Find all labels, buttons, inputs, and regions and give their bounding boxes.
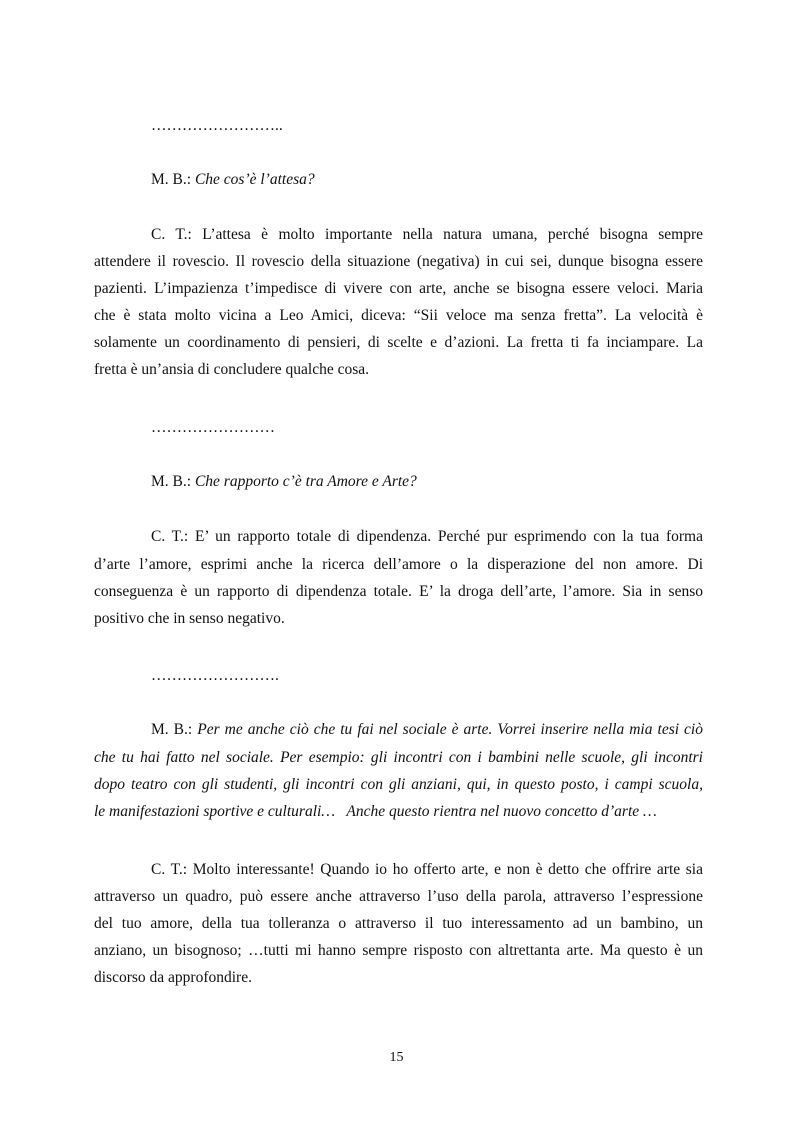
- answer-line: solamente un coordinamento di pensieri, di scelte e d’azioni. La fretta ti fa inciampare. La: [94, 334, 703, 351]
- answer-line: anziano, un bisognoso; …tutti mi hanno sempre risposto con altrettanta arte. Ma questo è un: [94, 942, 703, 959]
- separator-dots: …………………….: [151, 667, 279, 684]
- answer-line: del tuo amore, della tua tolleranza o attraverso il tuo interessamento ad un bambino, un: [94, 915, 703, 932]
- question-attesa: [151, 166, 315, 193]
- answer-line: attraverso un quadro, può essere anche attraverso l’uso della parola, attraverso l’espressione: [94, 888, 703, 905]
- answer-line: C. T.: L’attesa è molto importante nella natura umana, perché bisogna sempre: [151, 226, 704, 243]
- question-text: Che rapporto c’è tra Amore e Arte?: [194, 473, 417, 490]
- speaker-mb: M. B.:: [151, 473, 192, 490]
- separator-dots: ……………………..: [151, 117, 283, 134]
- speaker-ct: C. T.:: [151, 861, 188, 878]
- answer-line: conseguenza è un rapporto di dipendenza totale. E’ la droga dell’arte, l’amore. Sia in senso: [94, 583, 703, 600]
- answer-line: d’arte l’amore, esprimi anche la ricerca dell’amore o la disperazione del non amore. Di: [94, 556, 703, 573]
- speaker-mb: M. B.:: [151, 171, 192, 188]
- question-text: Che cos’è l’attesa?: [194, 171, 315, 188]
- question-line: dopo teatro con gli studenti, gli incontri con gli anziani, qui, in questo posto, i campi scuola,: [94, 776, 703, 793]
- separator-dots: ……………………: [151, 419, 275, 436]
- speaker-mb: M. B.:: [151, 721, 193, 738]
- answer-line: attendere il rovescio. Il rovescio della situazione (negativa) in cui sei, dunque bisogna essere: [94, 253, 703, 270]
- speaker-ct: C. T.:: [151, 226, 192, 243]
- answer-line: discorso da approfondire.: [94, 969, 252, 986]
- answer-line: C. T.: Molto interessante! Quando io ho offerto arte, e non è detto che offrire arte sia: [151, 861, 703, 878]
- answer-line: C. T.: E’ un rapporto totale di dipendenza. Perché pur esprimendo con la tua forma: [151, 528, 703, 545]
- page-number: 15: [389, 1050, 404, 1065]
- answer-line: positivo che in senso negativo.: [94, 610, 285, 627]
- answer-line: che è stata molto vicina a Leo Amici, diceva: “Sii veloce ma senza fretta”. La velocità è: [94, 307, 703, 324]
- speaker-ct: C. T.:: [151, 528, 189, 545]
- question-line: che tu hai fatto nel sociale. Per esempio: gli incontri con i bambini nelle scuole, gli incontri: [94, 749, 703, 766]
- question-amore-arte: [151, 468, 417, 495]
- question-line: M. B.: Per me anche ciò che tu fai nel sociale è arte. Vorrei inserire nella mia tesi ciò: [151, 721, 703, 738]
- answer-line: pazienti. L’impazienza t’impedisce di vivere con arte, anche se bisogna essere veloci. Maria: [94, 280, 703, 297]
- question-line: le manifestazioni sportive e culturali… Anche questo rientra nel nuovo concetto d’arte …: [94, 803, 657, 820]
- answer-line: fretta è un’ansia di concludere qualche cosa.: [94, 361, 369, 378]
